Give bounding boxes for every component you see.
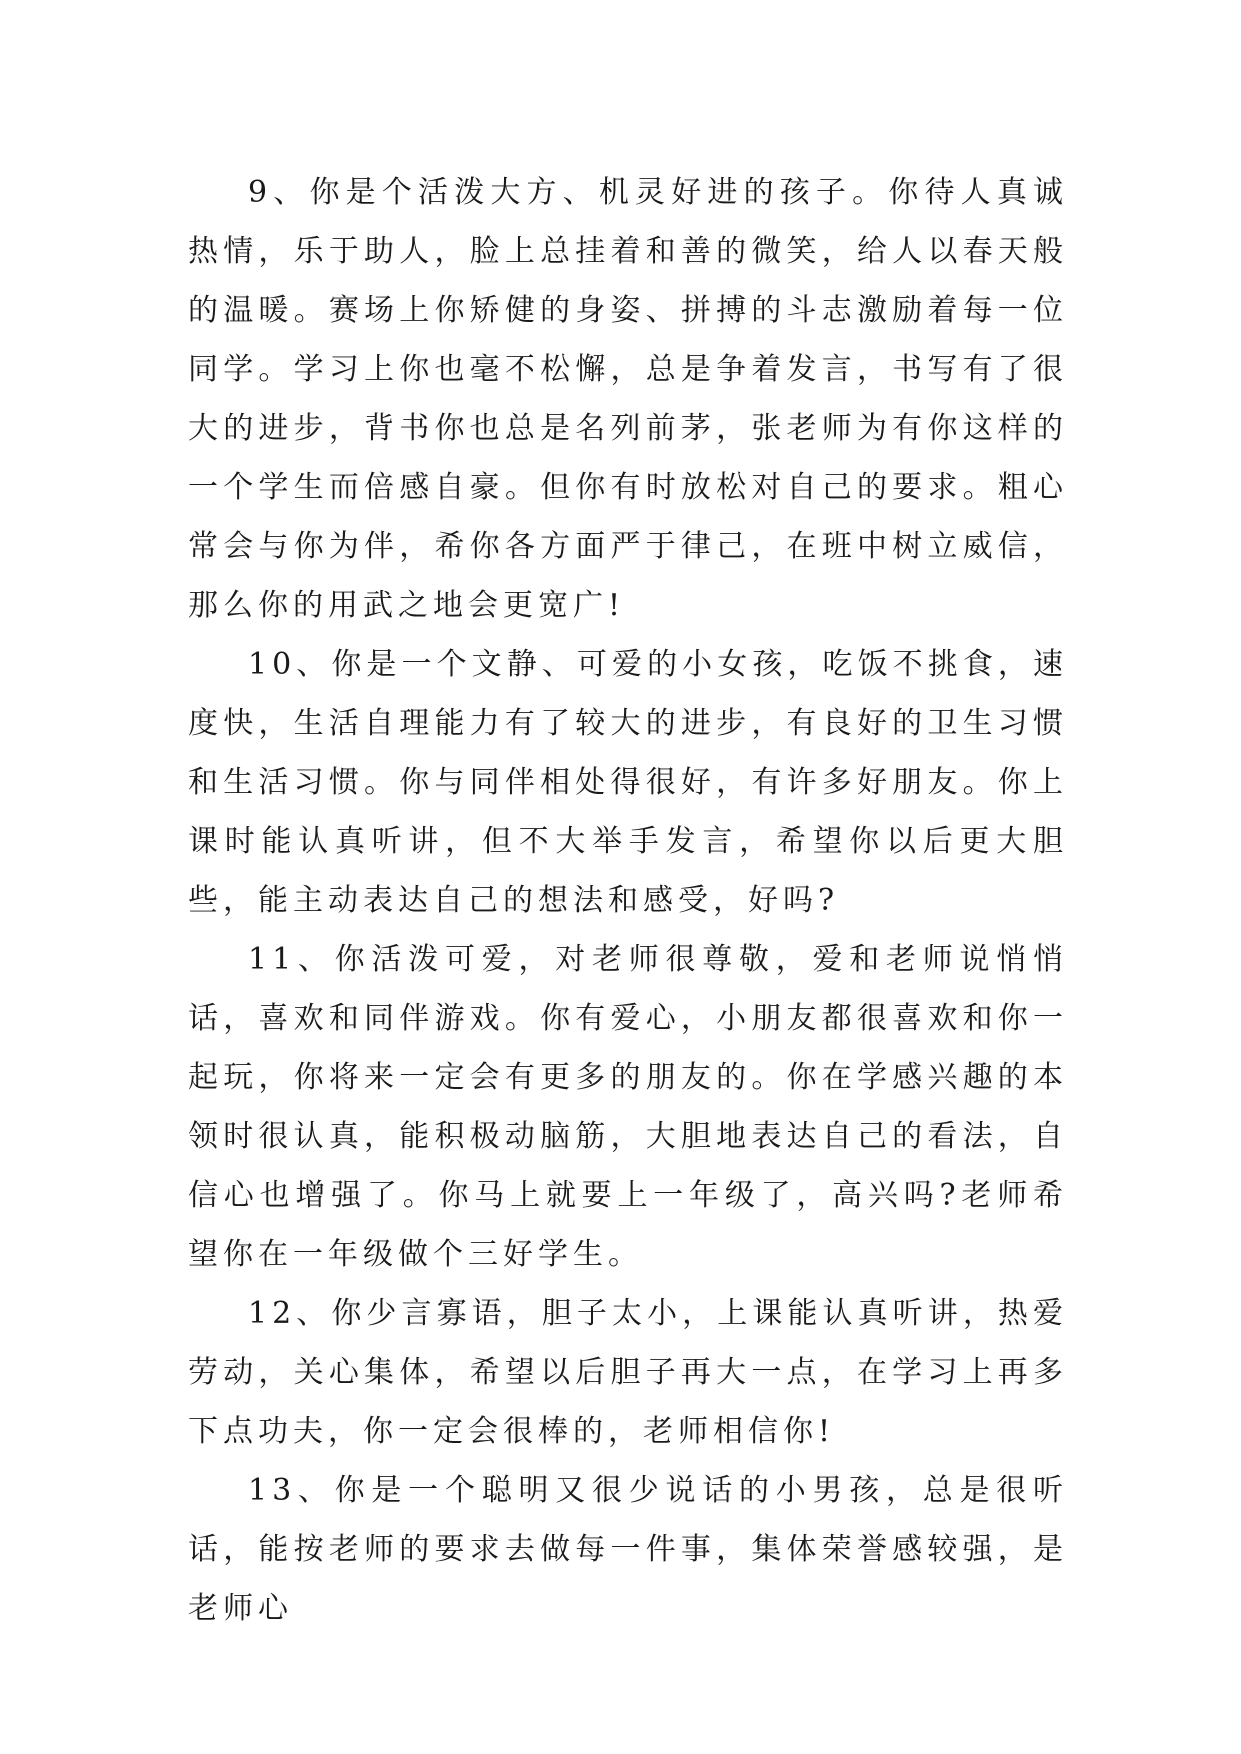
paragraph-12: 12、你少言寡语，胆子太小，上课能认真听讲，热爱劳动，关心集体，希望以后胆子再大一点，在学习上再多下点功夫，你一定会很棒的，老师相信你! — [188, 1296, 1068, 1449]
document-body — [188, 163, 1068, 1638]
paragraph-11: 11、你活泼可爱，对老师很尊敬，爱和老师说悄悄话，喜欢和同伴游戏。你有爱心，小朋友都很喜欢和你一起玩，你将来一定会有更多的朋友的。你在学感兴趣的本领时很认真，能积极动脑筋，大胆地表达自己的看法，自信心也增强了。你马上就要上一年级了，高兴吗?老师希望你在一年级做个三好学生。 — [188, 942, 1068, 1272]
paragraph-13: 13、你是一个聪明又很少说话的小男孩，总是很听话，能按老师的要求去做每一件事，集体荣誉感较强，是老师心 — [188, 1473, 1068, 1626]
paragraph-10: 10、你是一个文静、可爱的小女孩，吃饭不挑食，速度快，生活自理能力有了较大的进步，有良好的卫生习惯和生活习惯。你与同伴相处得很好，有许多好朋友。你上课时能认真听讲，但不大举手发言，希望你以后更大胆些，能主动表达自己的想法和感受，好吗? — [188, 647, 1068, 918]
paragraph-9: 9、你是个活泼大方、机灵好进的孩子。你待人真诚热情，乐于助人，脸上总挂着和善的微笑，给人以春天般的温暖。赛场上你矫健的身姿、拼搏的斗志激励着每一位同学。学习上你也毫不松懈，总是争着发言，书写有了很大的进步，背书你也总是名列前茅，张老师为有你这样的一个学生而倍感自豪。但你有时放松对自己的要求。粗心常会与你为伴，希你各方面严于律己，在班中树立威信，那么你的用武之地会更宽广! — [188, 175, 1068, 623]
